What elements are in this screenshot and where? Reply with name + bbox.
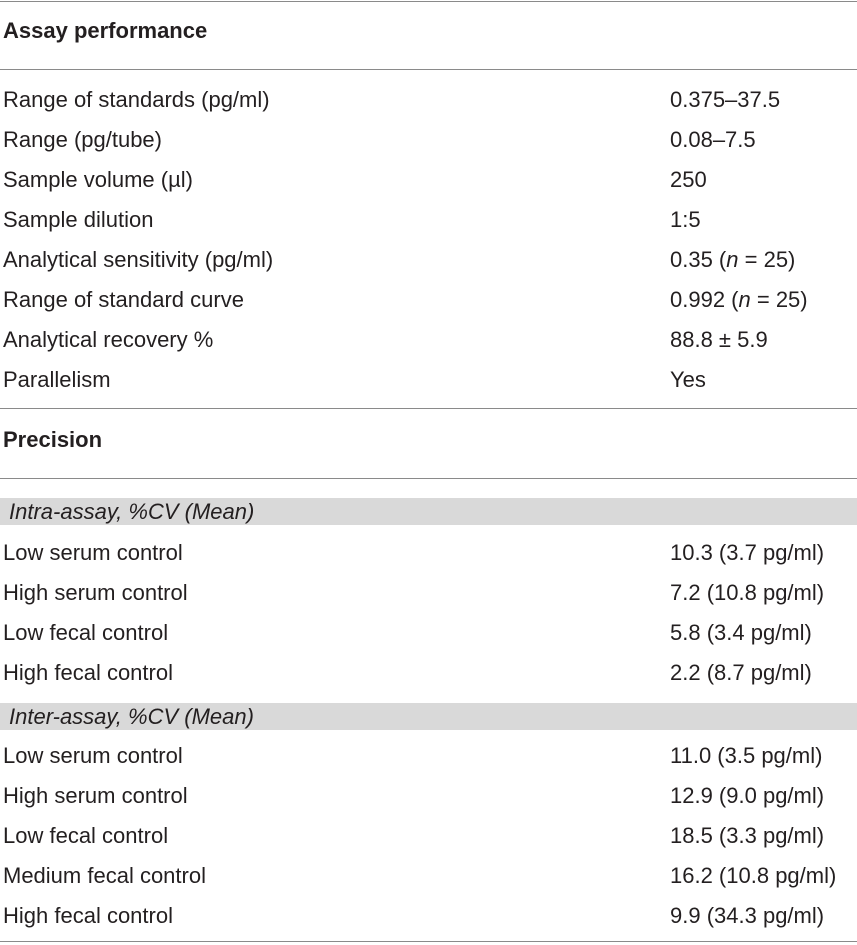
bottom-rule xyxy=(0,941,857,942)
row-value: 9.9 (34.3 pg/ml) xyxy=(670,903,825,928)
row-label: Analytical sensitivity (pg/ml) xyxy=(3,247,274,272)
row-value: 10.3 (3.7 pg/ml) xyxy=(670,540,825,565)
row-value: 12.9 (9.0 pg/ml) xyxy=(670,783,825,808)
row-value: 7.2 (10.8 pg/ml) xyxy=(670,580,825,605)
row-value: 5.8 (3.4 pg/ml) xyxy=(670,620,812,645)
table-row xyxy=(0,736,857,776)
n-symbol: n xyxy=(726,247,739,272)
table-row xyxy=(0,200,857,240)
row-value xyxy=(670,280,808,320)
table-row xyxy=(0,816,857,856)
row-value: 0.375–37.5 xyxy=(670,87,781,112)
row-value: 1:5 xyxy=(670,207,701,232)
row-value: 2.2 (8.7 pg/ml) xyxy=(670,660,812,685)
subheading-inter-assay xyxy=(0,703,857,730)
subheading-label: Inter-assay, %CV (Mean) xyxy=(9,704,254,729)
section-rule xyxy=(0,478,857,479)
row-value: 0.08–7.5 xyxy=(670,127,756,152)
row-value: Yes xyxy=(670,367,706,392)
section-rule xyxy=(0,408,857,409)
value-text: 0.35 ( xyxy=(670,247,727,272)
section-rule xyxy=(0,69,857,70)
row-label: Sample dilution xyxy=(3,207,154,232)
table-row xyxy=(0,280,857,320)
row-label: High fecal control xyxy=(3,660,173,685)
n-symbol: n xyxy=(738,287,751,312)
row-label: Range of standard curve xyxy=(3,287,244,312)
table-row xyxy=(0,573,857,613)
row-label: High fecal control xyxy=(3,903,173,928)
table-row xyxy=(0,320,857,360)
row-value: 18.5 (3.3 pg/ml) xyxy=(670,823,825,848)
section-title-precision: Precision xyxy=(3,427,103,452)
row-value: 88.8 ± 5.9 xyxy=(670,327,768,352)
row-label: Analytical recovery % xyxy=(3,327,214,352)
top-rule xyxy=(0,1,857,2)
table-row xyxy=(0,856,857,896)
row-value xyxy=(670,240,795,280)
table-row xyxy=(0,896,857,936)
table-row xyxy=(0,240,857,280)
table-row xyxy=(0,120,857,160)
table-row xyxy=(0,360,857,400)
row-label: Range of standards (pg/ml) xyxy=(3,87,270,112)
row-label: Parallelism xyxy=(3,367,111,392)
row-label: Range (pg/tube) xyxy=(3,127,162,152)
subheading-label: Intra-assay, %CV (Mean) xyxy=(9,499,255,524)
value-text: 0.992 ( xyxy=(670,287,739,312)
row-value: 16.2 (10.8 pg/ml) xyxy=(670,863,837,888)
row-label: Low serum control xyxy=(3,743,183,768)
subheading-intra-assay xyxy=(0,498,857,525)
value-text: = 25) xyxy=(738,247,796,272)
row-label: High serum control xyxy=(3,580,188,605)
row-label: Sample volume (µl) xyxy=(3,167,193,192)
row-label: Low fecal control xyxy=(3,620,169,645)
row-value: 250 xyxy=(670,167,707,192)
row-label: High serum control xyxy=(3,783,188,808)
table-row xyxy=(0,613,857,653)
table-row xyxy=(0,653,857,693)
row-label: Low fecal control xyxy=(3,823,169,848)
table-row xyxy=(0,80,857,120)
table-row xyxy=(0,533,857,573)
row-value: 11.0 (3.5 pg/ml) xyxy=(670,743,823,768)
row-label: Low serum control xyxy=(3,540,183,565)
table-row xyxy=(0,160,857,200)
row-label: Medium fecal control xyxy=(3,863,206,888)
value-text: = 25) xyxy=(750,287,808,312)
table-row xyxy=(0,776,857,816)
section-title-assay-performance: Assay performance xyxy=(3,18,208,43)
